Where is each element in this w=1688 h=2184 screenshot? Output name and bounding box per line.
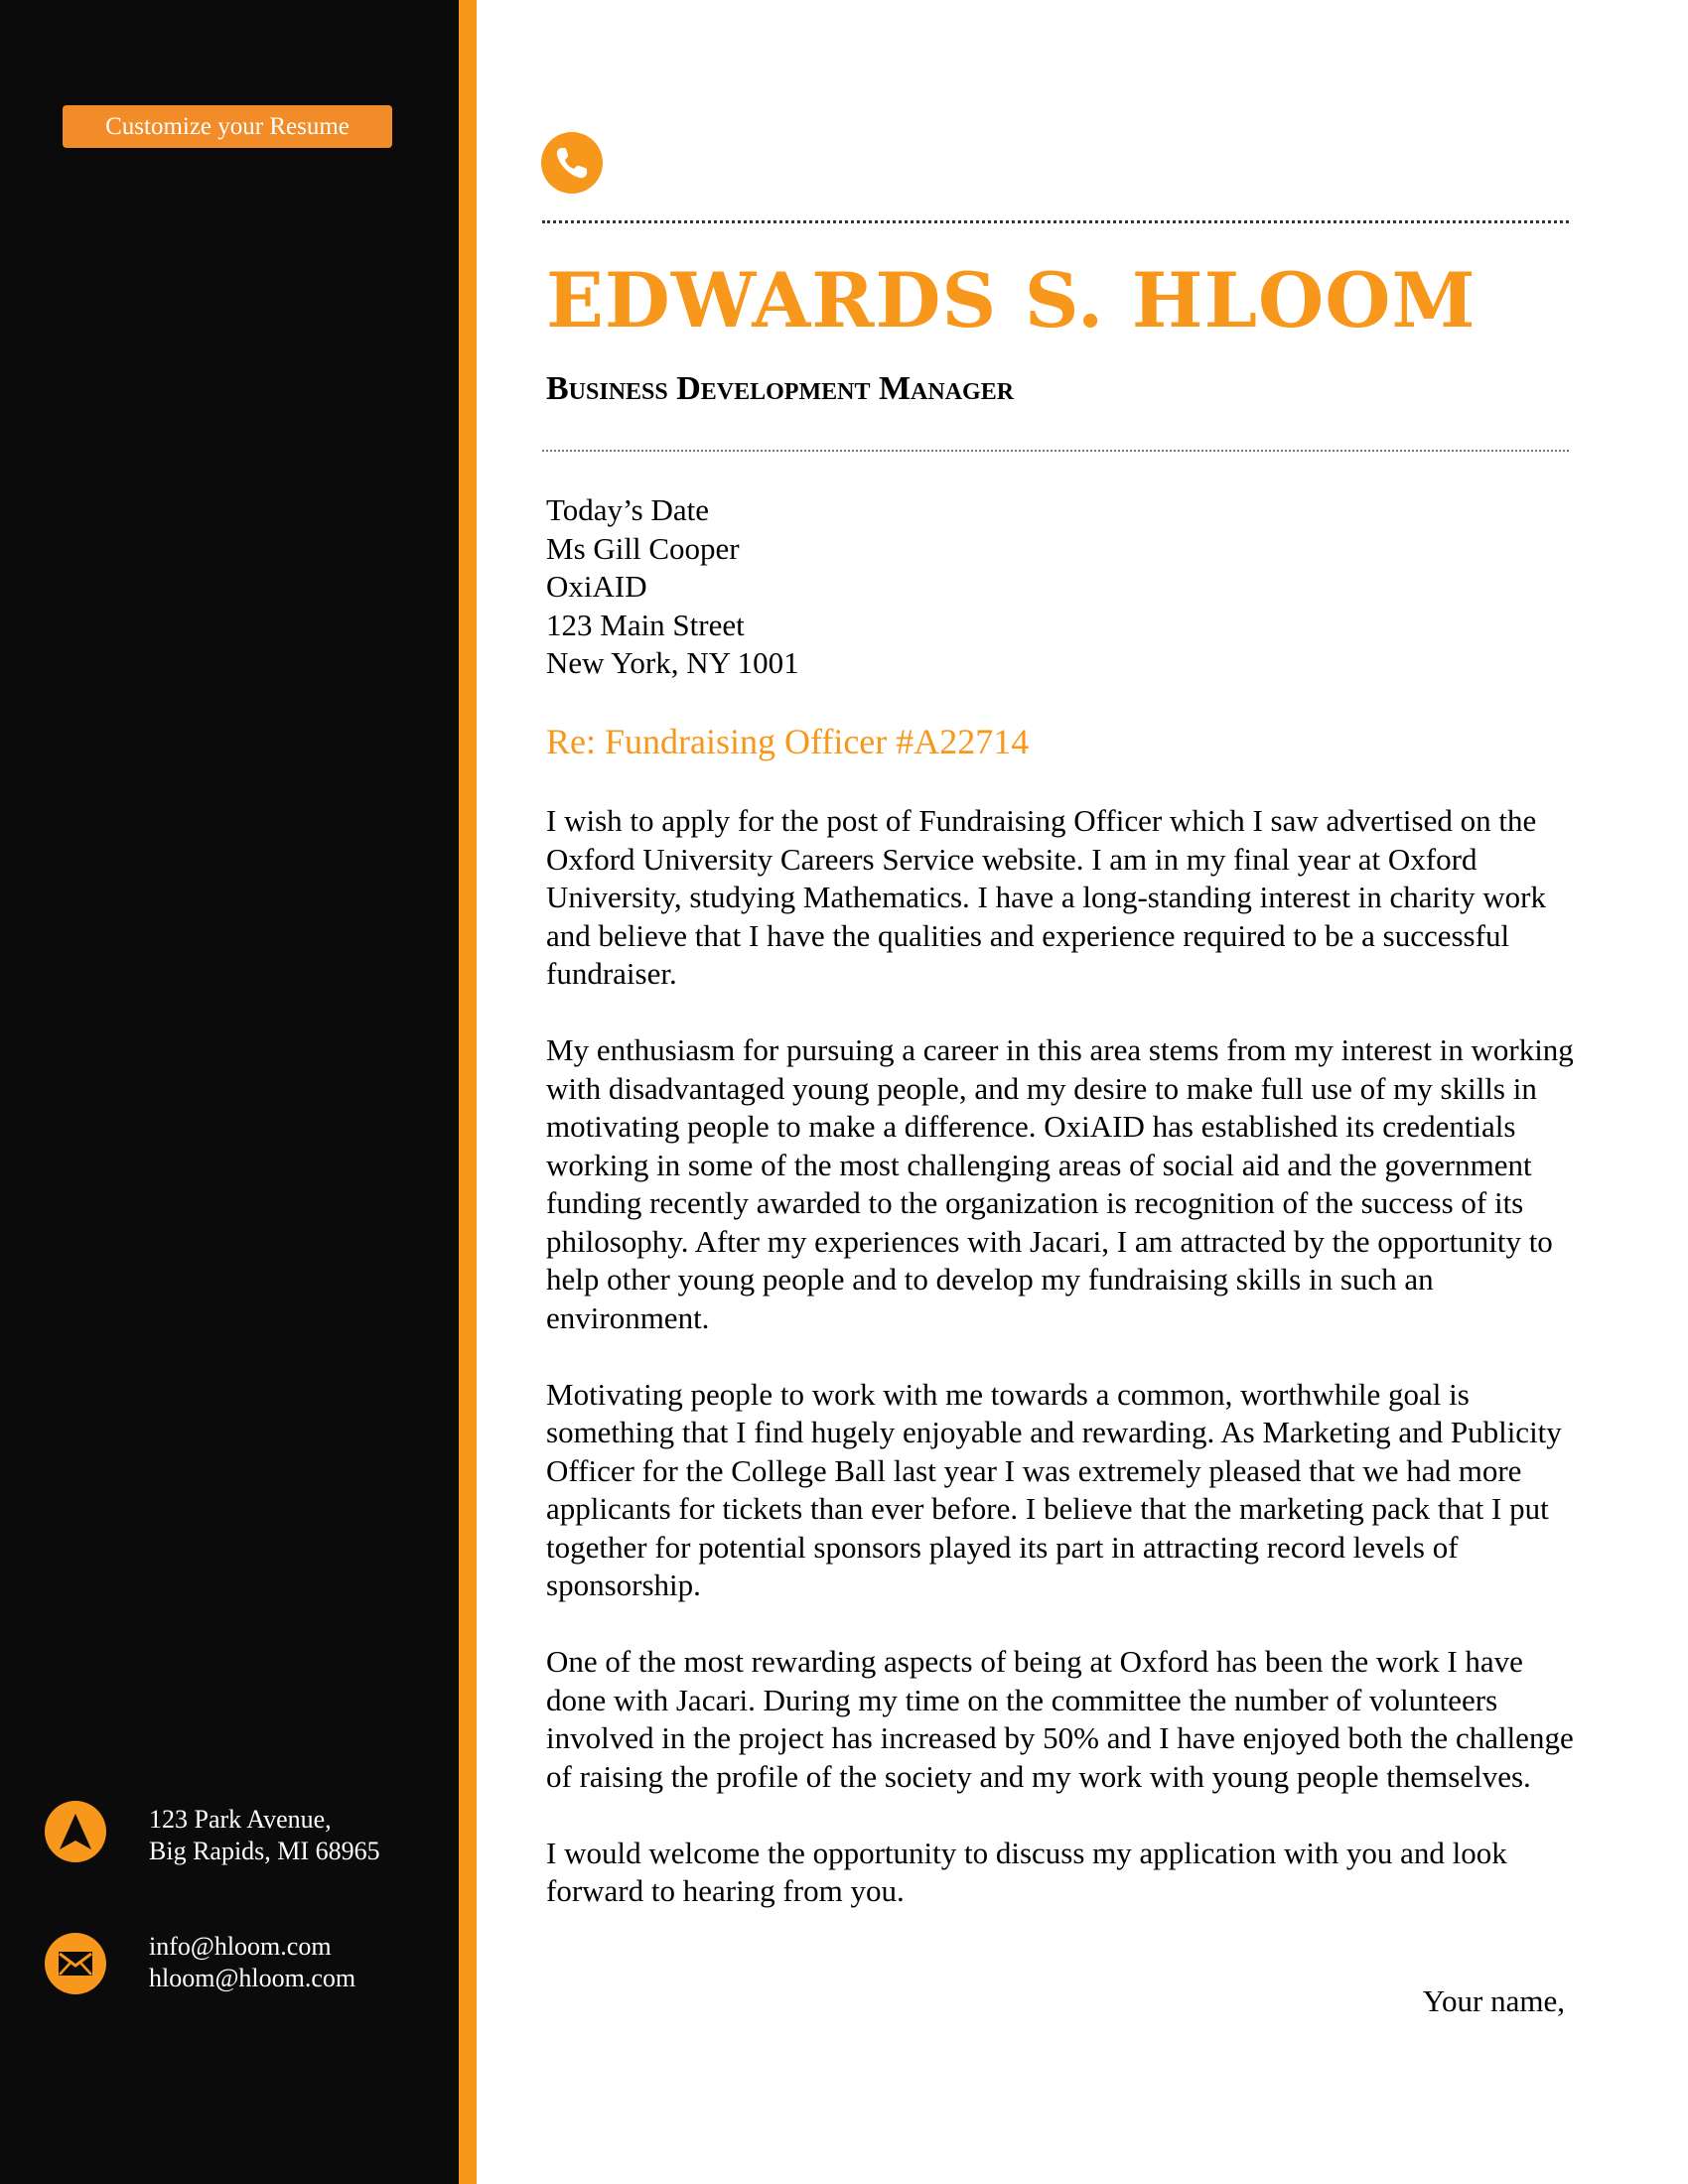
letter-body [546,802,1579,1949]
recipient-contact: Ms Gill Cooper [546,530,740,566]
header-divider-bottom [542,450,1569,452]
navigation-arrow-icon [45,1801,106,1862]
body-paragraph: Motivating people to work with me towards a common, worthwhile goal is something that I find hugely enjoyable and rewarding. As Marketing and Publicity Officer for the College Ball last year I was extremely pleased that we had more applicants for tickets than ever before. I believe that the marketing pack that I put together for potential sponsors played its part in attracting record levels of sponsorship. [546,1376,1562,1602]
recipient-street: 123 Main Street [546,607,745,642]
body-paragraph: I would welcome the opportunity to discuss my application with you and look forward to hearing from you. [546,1835,1507,1908]
letter-signoff: Your name, [1422,1983,1565,2018]
sidebar [0,0,459,2184]
customize-resume-button[interactable]: Customize your Resume [63,105,392,148]
recipient-company: OxiAID [546,569,647,604]
body-paragraph: My enthusiasm for pursuing a career in this area stems from my interest in working with disadvantaged young people, and my desire to make full use of my skills in motivating people to make a difference. OxiAID has established its credentials working in some of the most challenging areas of social aid and the government funding recently awarded to the organization is recognition of the success of its philosophy. After my experiences with Jacari, I am attracted by the opportunity to help other young people and to develop my fundraising skills in such an environment. [546,1032,1574,1335]
contact-email [149,1931,355,1994]
address-line-1: 123 Park Avenue, [149,1805,332,1834]
letter-date: Today’s Date [546,492,709,527]
recipient-block [546,491,799,683]
sidebar-accent-bar [459,0,477,2184]
applicant-name: EDWARDS S. HLOOM [546,256,1477,344]
envelope-icon [45,1933,106,1994]
contact-address [149,1804,380,1867]
letter-subject: Re: Fundraising Officer #A22714 [546,722,1030,761]
job-title: Business Development Manager [546,370,1015,407]
email-line-2[interactable]: hloom@hloom.com [149,1964,356,1992]
body-paragraph: I wish to apply for the post of Fundraising Officer which I saw advertised on the Oxford University Careers Service website. I am in my final year at Oxford University, studying Mathematics. I have a long-standing interest in charity work and believe that I have the qualities and experience required to be a successful fundraiser. [546,803,1546,991]
email-line-1[interactable]: info@hloom.com [149,1932,332,1961]
header-divider-top [542,220,1569,223]
body-paragraph: One of the most rewarding aspects of being at Oxford has been the work I have done with Jacari. During my time on the committee the number of volunteers involved in the project has increased by 50% and I have enjoyed both the challenge of raising the profile of the society and my work with young people themselves. [546,1644,1574,1794]
address-line-2: Big Rapids, MI 68965 [149,1837,380,1865]
phone-icon[interactable] [541,132,603,194]
recipient-city: New York, NY 1001 [546,645,799,680]
